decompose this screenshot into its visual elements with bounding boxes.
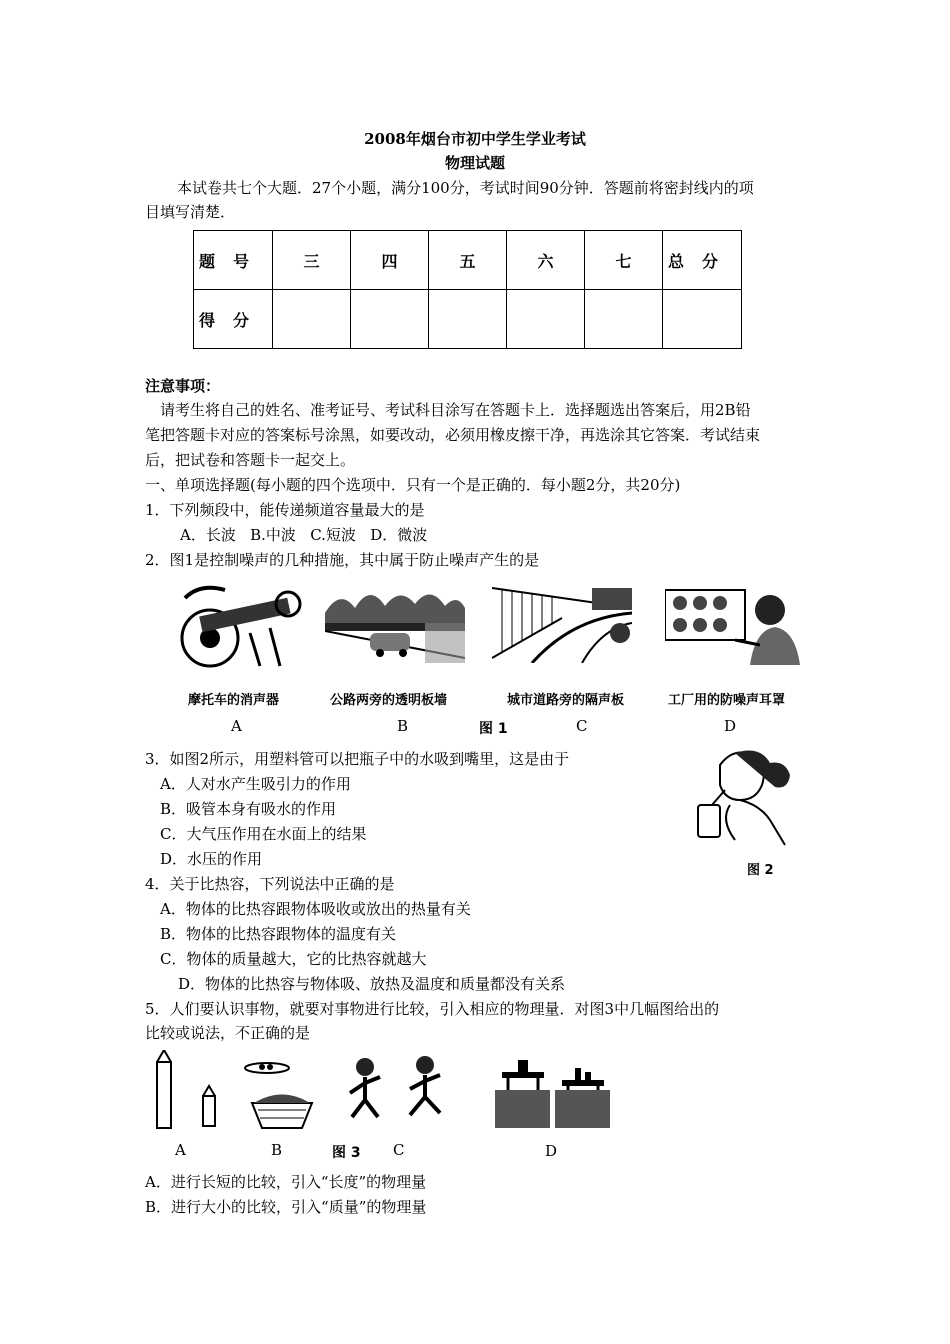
score-cell-4: 四 [351, 231, 429, 290]
exam-subtitle: 物理试题 [444, 154, 505, 172]
notice-heading: 注意事项： [145, 377, 221, 395]
figure-3-image-b [240, 1058, 325, 1133]
figure-1-image-a [180, 578, 310, 673]
figure-2-image [690, 745, 800, 850]
q3-option-b: B．吸管本身有吸水的作用 [160, 800, 337, 818]
section-1-heading: 一、单项选择题(每小题的四个选项中．只有一个是正确的．每小题2分，共20分) [145, 476, 681, 494]
figure-1-image-b [325, 578, 465, 663]
figure-1-letter-d: D [724, 717, 737, 735]
figure-3-letter-b: B [271, 1141, 283, 1159]
q2-stem: 2．图1是控制噪声的几种措施，其中属于防止噪声产生的是 [145, 551, 540, 569]
notice-line-1: 请考生将自己的姓名、准考证号、考试科目涂写在答题卡上．选择题选出答案后，用2B铅 [160, 401, 751, 419]
figure-1-caption-c: 城市道路旁的隔声板 [507, 693, 625, 708]
q3-option-a: A．人对水产生吸引力的作用 [160, 775, 351, 793]
score-cell-total: 总分 [663, 231, 742, 290]
q5-stem-line-2: 比较或说法，不正确的是 [145, 1024, 311, 1042]
figure-1-letter-c: C [576, 717, 588, 735]
q1-stem: 1．下列频段中，能传递频道容量最大的是 [145, 501, 425, 519]
score-cell-3: 三 [273, 231, 351, 290]
score-input-6[interactable] [507, 290, 585, 349]
figure-3-image-c [340, 1055, 460, 1135]
intro-line-1: 本试卷共七个大题．27个小题，满分100分，考试时间90分钟．答题前将密封线内的项 [177, 179, 754, 197]
figure-1-label: 图 1 [479, 721, 508, 737]
q4-option-d: D．物体的比热容与物体吸、放热及温度和质量都没有关系 [178, 975, 566, 993]
score-input-4[interactable] [351, 290, 429, 349]
q3-option-c: C．大气压作用在水面上的结果 [160, 825, 367, 843]
figure-1-image-d [665, 585, 800, 665]
figure-1-caption-b: 公路两旁的透明板墙 [330, 693, 448, 708]
score-cell-6: 六 [507, 231, 585, 290]
q5-stem-line-1: 5．人们要认识事物，就要对事物进行比较，引入相应的物理量．对图3中几幅图给出的 [145, 1000, 720, 1018]
score-cell-7: 七 [585, 231, 663, 290]
figure-3-image-a [150, 1050, 225, 1130]
q4-option-a: A．物体的比热容跟物体吸收或放出的热量有关 [160, 900, 471, 918]
figure-1-letter-b: B [397, 717, 409, 735]
score-cell-5: 五 [429, 231, 507, 290]
exam-title: 2008年烟台市初中学生学业考试 [364, 130, 586, 148]
figure-1-image-c [492, 578, 632, 663]
figure-3-label: 图 3 [332, 1145, 361, 1161]
q4-option-c: C．物体的质量越大，它的比热容就越大 [160, 950, 427, 968]
intro-line-2: 目填写清楚． [145, 203, 236, 221]
score-table-header-row [194, 231, 742, 290]
figure-3-image-d [490, 1052, 615, 1132]
score-input-7[interactable] [585, 290, 663, 349]
figure-1-caption-a: 摩托车的消声器 [188, 693, 280, 708]
figure-1-letter-a: A [231, 717, 242, 735]
score-input-3[interactable] [273, 290, 351, 349]
score-table-score-row [194, 290, 742, 349]
q3-stem: 3．如图2所示，用塑料管可以把瓶子中的水吸到嘴里，这是由于 [145, 750, 570, 768]
figure-3-letter-a: A [175, 1141, 186, 1159]
q1-options: A．长波 B.中波 C.短波 D．微波 [180, 526, 428, 544]
figure-3-letter-c: C [393, 1141, 405, 1159]
q5-option-b: B．进行大小的比较，引入“质量”的物理量 [145, 1198, 427, 1216]
score-cell-label: 题号 [194, 231, 273, 290]
score-input-5[interactable] [429, 290, 507, 349]
q3-option-d: D．水压的作用 [160, 850, 263, 868]
q4-option-b: B．物体的比热容跟物体的温度有关 [160, 925, 397, 943]
q5-option-a: A．进行长短的比较，引入“长度”的物理量 [145, 1173, 427, 1191]
notice-line-3: 后，把试卷和答题卡一起交上。 [145, 451, 356, 469]
score-input-total[interactable] [663, 290, 742, 349]
notice-line-2: 笔把答题卡对应的答案标号涂黑，如要改动，必须用橡皮擦干净，再选涂其它答案．考试结束 [145, 426, 761, 444]
score-table [193, 230, 742, 349]
figure-2-label: 图 2 [747, 863, 774, 878]
figure-3-letter-d: D [545, 1142, 558, 1160]
score-row-label: 得分 [194, 290, 273, 349]
figure-1-caption-d: 工厂用的防噪声耳罩 [668, 693, 786, 708]
q4-stem: 4．关于比热容，下列说法中正确的是 [145, 875, 395, 893]
